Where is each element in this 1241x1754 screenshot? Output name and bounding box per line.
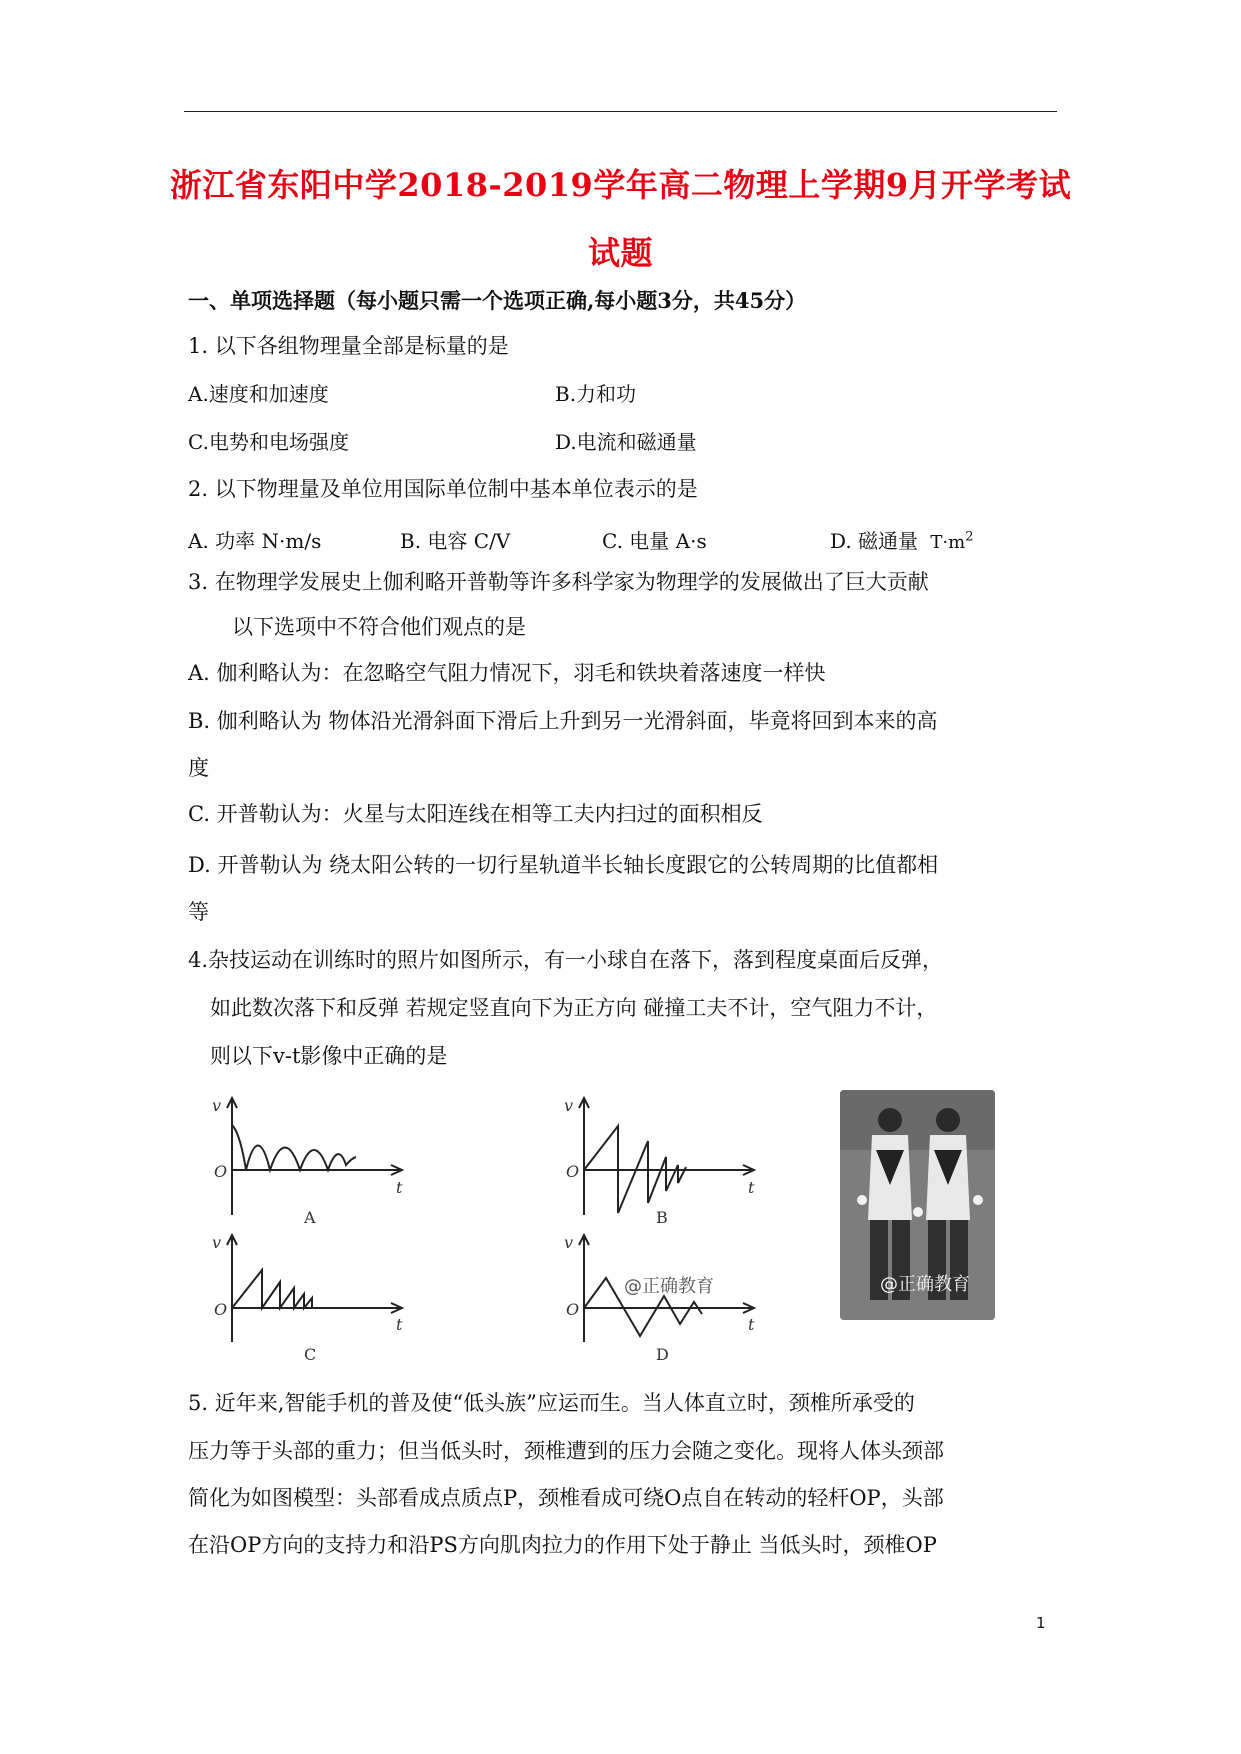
question-1-stem: 1. 以下各组物理量全部是标量的是 bbox=[188, 334, 509, 358]
graph-a-origin-label: O bbox=[214, 1162, 228, 1181]
graph-b-v-label: v bbox=[564, 1096, 574, 1115]
graph-a-curve bbox=[232, 1125, 356, 1170]
question-2-option-d-text: D. 磁通量 bbox=[830, 529, 919, 553]
acrobats-photo-drawing bbox=[840, 1090, 995, 1320]
vt-graph-a bbox=[210, 1095, 410, 1234]
acrobats-photo bbox=[840, 1090, 995, 1320]
page-number: 1 bbox=[1036, 1614, 1046, 1632]
graph-c-curve bbox=[232, 1270, 312, 1308]
header-rule bbox=[184, 111, 1057, 112]
graph-a-caption: A bbox=[304, 1208, 316, 1227]
question-5-line1: 5. 近年来,智能手机的普及使“低头族”应运而生。当人体直立时，颈椎所承受的 bbox=[188, 1391, 915, 1415]
graph-c-v-label: v bbox=[212, 1233, 222, 1252]
graph-b-caption: B bbox=[656, 1208, 668, 1227]
graph-c-origin-label: O bbox=[214, 1300, 228, 1319]
question-5-line4: 在沿OP方向的支持力和沿PS方向肌肉拉力的作用下处于静止 当低头时，颈椎OP bbox=[188, 1533, 937, 1557]
question-2-stem: 2. 以下物理量及单位用国际单位制中基本单位表示的是 bbox=[188, 477, 698, 501]
question-2-option-d-exponent: 2 bbox=[965, 529, 974, 545]
question-4-stem-line2: 如此数次落下和反弹 若规定竖直向下为正方向 碰撞工夫不计，空气阻力不计， bbox=[210, 996, 938, 1020]
question-3-option-b-line1: B. 伽利略认为 物体沿光滑斜面下滑后上升到另一光滑斜面，毕竟将回到本来的高 bbox=[188, 709, 938, 733]
question-2-option-a: A. 功率 N·m/s bbox=[188, 529, 322, 553]
question-3-option-d-line2: 等 bbox=[188, 900, 209, 924]
graph-a-t-label: t bbox=[396, 1178, 403, 1197]
graph-d-v-label: v bbox=[564, 1233, 574, 1252]
graph-a-v-label: v bbox=[212, 1096, 222, 1115]
question-3-option-d-line1: D. 开普勒认为 绕太阳公转的一切行星轨道半长轴长度跟它的公转周期的比值都相 bbox=[188, 853, 939, 877]
vt-graph-c bbox=[210, 1232, 410, 1371]
question-2-option-d-unit: T·m bbox=[930, 532, 966, 553]
question-1-option-d: D.电流和磁通量 bbox=[555, 430, 697, 454]
document-title-line2: 试题 bbox=[587, 234, 653, 272]
graph-d-origin-label: O bbox=[566, 1300, 580, 1319]
question-1-option-c: C.电势和电场强度 bbox=[188, 430, 349, 454]
vt-graph-d bbox=[562, 1232, 762, 1371]
graph-c-t-label: t bbox=[396, 1315, 403, 1334]
question-1-option-a: A.速度和加速度 bbox=[188, 382, 329, 406]
question-3-option-a: A. 伽利略认为：在忽略空气阻力情况下，羽毛和铁块着落速度一样快 bbox=[188, 661, 826, 685]
question-2-option-b: B. 电容 C/V bbox=[400, 529, 511, 553]
question-2-option-c: C. 电量 A·s bbox=[602, 529, 707, 553]
question-3-option-c: C. 开普勒认为：火星与太阳连线在相等工夫内扫过的面积相反 bbox=[188, 802, 763, 826]
question-4-stem-line1: 4.杂技运动在训练时的照片如图所示，有一小球自在落下，落到程度桌面后反弹， bbox=[188, 948, 944, 972]
vt-graph-b bbox=[562, 1095, 762, 1234]
question-5-line2: 压力等于头部的重力；但当低头时，颈椎遭到的压力会随之变化。现将人体头颈部 bbox=[188, 1439, 944, 1463]
section-heading: 一、单项选择题（每小题只需一个选项正确,每小题3分，共45分） bbox=[188, 288, 807, 313]
question-2-option-d bbox=[830, 525, 973, 554]
question-5-line3: 简化为如图模型：头部看成点质点P，颈椎看成可绕O点自在转动的轻杆OP，头部 bbox=[188, 1486, 944, 1510]
graph-d-watermark: @正确教育 bbox=[624, 1276, 714, 1297]
photo-watermark: @正确教育 bbox=[880, 1274, 970, 1295]
graph-d-caption: D bbox=[656, 1345, 669, 1364]
graph-c-caption: C bbox=[304, 1345, 317, 1364]
question-4-stem-line3: 则以下v-t影像中正确的是 bbox=[210, 1044, 448, 1068]
question-1-option-b: B.力和功 bbox=[555, 382, 637, 406]
question-3-stem-line2: 以下选项中不符合他们观点的是 bbox=[232, 615, 526, 639]
graph-d-t-label: t bbox=[748, 1315, 755, 1334]
question-3-stem-line1: 3. 在物理学发展史上伽利略开普勒等许多科学家为物理学的发展做出了巨大贡献 bbox=[188, 570, 929, 594]
graph-b-t-label: t bbox=[748, 1178, 755, 1197]
document-title-line1: 浙江省东阳中学2018-2019学年高二物理上学期9月开学考试 bbox=[169, 166, 1072, 204]
graph-b-origin-label: O bbox=[566, 1162, 580, 1181]
question-3-option-b-line2: 度 bbox=[188, 756, 209, 780]
